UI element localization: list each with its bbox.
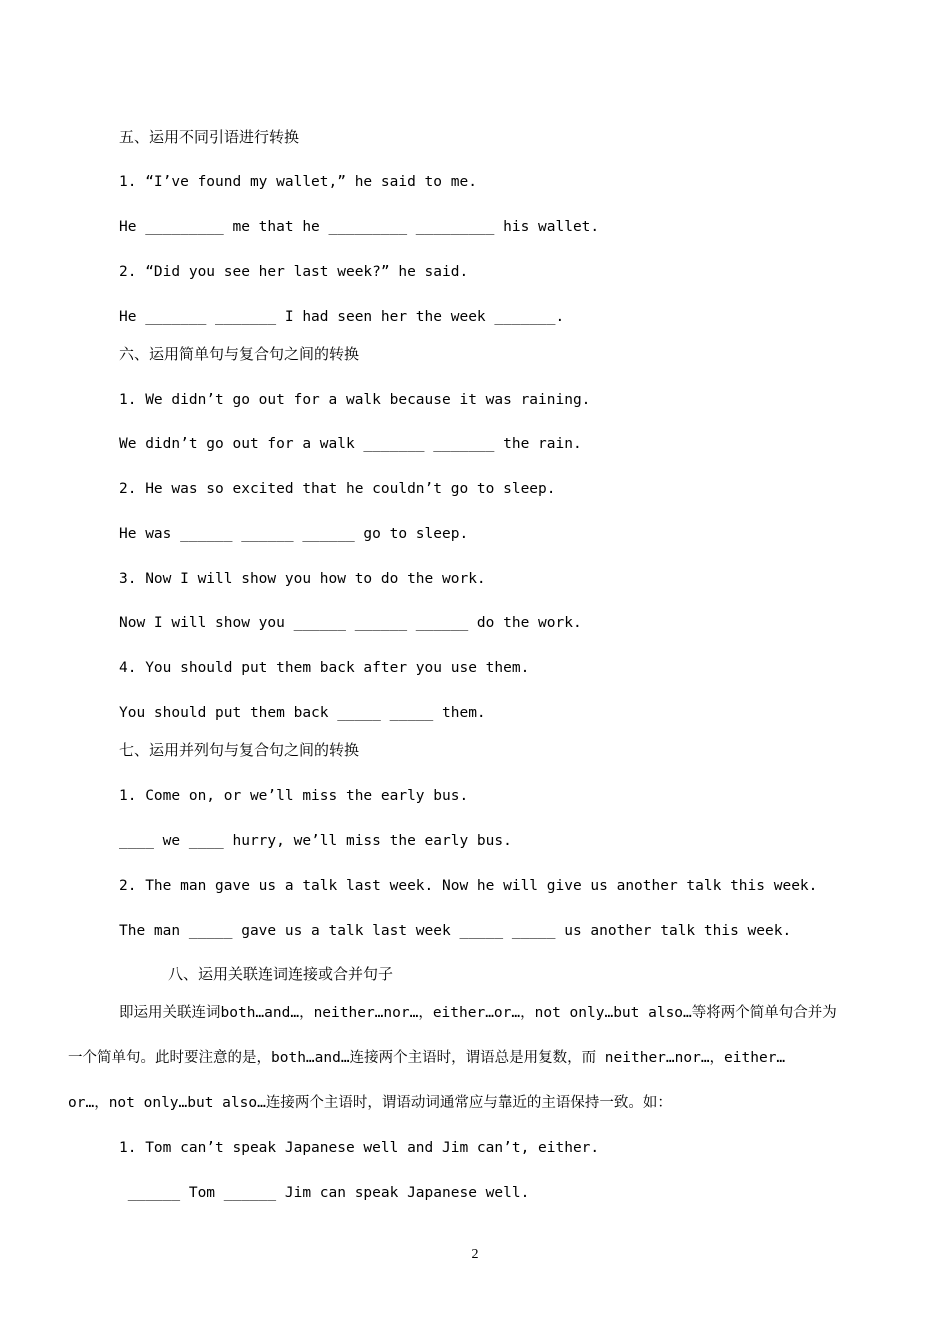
section-6-heading: 六、运用简单句与复合句之间的转换	[119, 345, 360, 363]
sec6-answer-3: Now I will show you ______ ______ ______ do the work.	[119, 615, 582, 631]
sec8-paragraph-line-3: or…，not only…but also…连接两个主语时，谓语动词通常应与靠近的主语保持一致。如：	[68, 1095, 672, 1111]
sec7-answer-1: ____ we ____ hurry, we’ll miss the early bus.	[119, 833, 512, 849]
sec6-answer-2: He was ______ ______ ______ go to sleep.	[119, 526, 469, 542]
sec7-answer-2: The man _____ gave us a talk last week _____ _____ us another talk this week.	[119, 923, 792, 939]
sec8-answer-1: ______ Tom ______ Jim can speak Japanese well.	[119, 1185, 530, 1201]
sec6-question-2: 2. He was so excited that he couldn’t go to sleep.	[119, 481, 556, 497]
sec5-question-2: 2. “Did you see her last week?” he said.	[119, 264, 469, 280]
sec6-question-4: 4. You should put them back after you use them.	[119, 660, 530, 676]
sec8-question-1: 1. Tom can’t speak Japanese well and Jim can’t, either.	[119, 1140, 600, 1156]
section-7-heading: 七、运用并列句与复合句之间的转换	[119, 741, 360, 759]
sec6-answer-1: We didn’t go out for a walk _______ _______ the rain.	[119, 436, 582, 452]
sec8-paragraph-line-1: 即运用关联连词both…and…，neither…nor…，either…or…，not only…but also…等将两个简单句合并为	[119, 1005, 837, 1021]
sec5-answer-2: He _______ _______ I had seen her the week _______.	[119, 309, 565, 325]
sec6-question-1: 1. We didn’t go out for a walk because it was raining.	[119, 392, 591, 408]
section-5-heading: 五、运用不同引语进行转换	[119, 128, 300, 146]
sec5-question-1: 1. “I’ve found my wallet,” he said to me.	[119, 174, 477, 190]
sec6-answer-4: You should put them back _____ _____ them.	[119, 705, 486, 721]
section-8-heading: 八、运用关联连词连接或合并句子	[168, 965, 394, 983]
page-number: 2	[471, 1247, 479, 1262]
sec8-paragraph-line-2: 一个简单句。此时要注意的是，both…and…连接两个主语时，谓语总是用复数，而 neither…nor…，either…	[68, 1050, 786, 1066]
sec5-answer-1: He _________ me that he _________ _________ his wallet.	[119, 219, 600, 235]
sec7-question-2: 2. The man gave us a talk last week. Now he will give us another talk this week.	[119, 878, 818, 894]
sec6-question-3: 3. Now I will show you how to do the work.	[119, 571, 486, 587]
sec7-question-1: 1. Come on, or we’ll miss the early bus.	[119, 788, 469, 804]
